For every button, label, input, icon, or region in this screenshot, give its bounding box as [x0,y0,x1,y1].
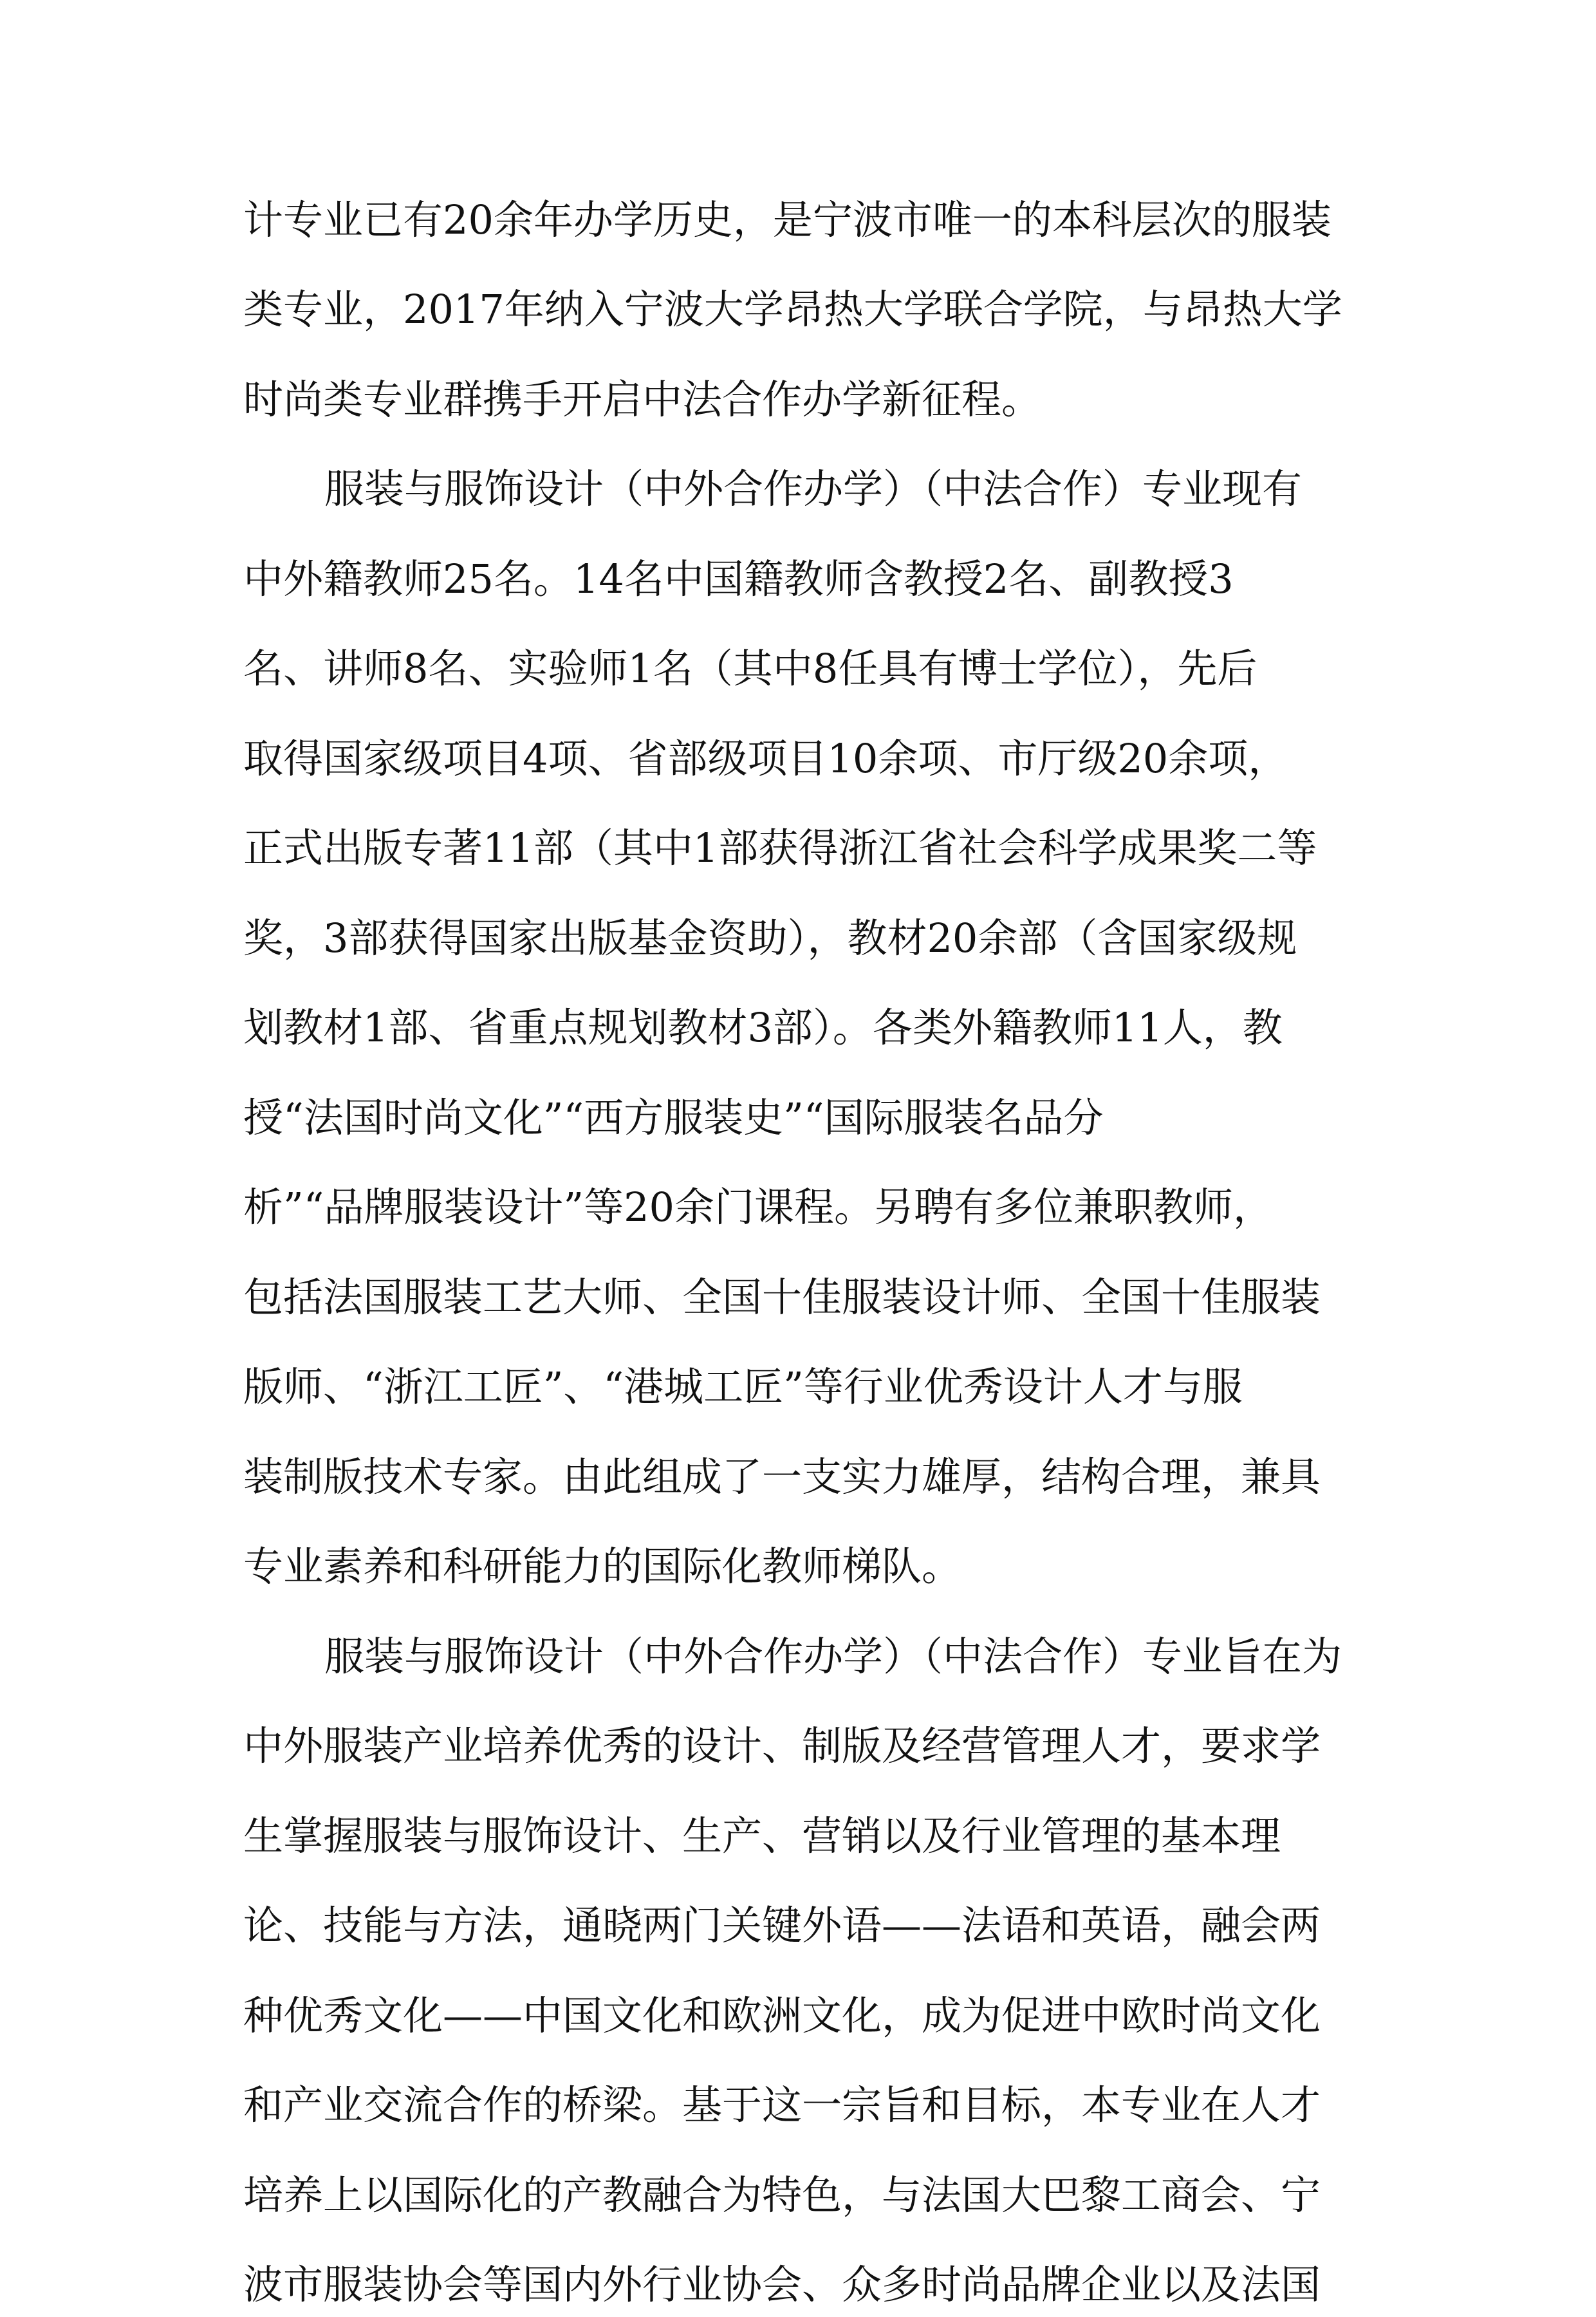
text-line-1: 计专业已有20余年办学历史，是宁波市唯一的本科层次的服装 [243,196,1332,243]
text-line-24: 波市服装协会等国内外行业协会、众多时尚品牌企业以及法国 [243,2261,1321,2308]
text-line-14: 版师、“浙江工匠”、“港城工匠”等行业优秀设计人才与服 [243,1363,1243,1410]
text-line-2: 类专业，2017年纳入宁波大学昂热大学联合学院，与昂热大学 [243,286,1342,333]
text-line-6: 名、讲师8名、实验师1名（其中8任具有博士学位），先后 [243,645,1257,692]
text-line-13: 包括法国服装工艺大师、全国十佳服装设计师、全国十佳服装 [243,1274,1321,1321]
text-line-16: 专业素养和科研能力的国际化教师梯队。 [243,1543,962,1590]
text-line-11: 授“法国时尚文化”“西方服装史”“国际服装名品分 [243,1094,1104,1141]
text-line-8: 正式出版专著11部（其中1部获得浙江省社会科学成果奖二等 [243,824,1317,871]
paragraph-3-line-1: 服装与服饰设计（中外合作办学）（中法合作）专业旨在为 [324,1633,1342,1680]
text-line-9: 奖，3部获得国家出版基金资助），教材20余部（含国家级规 [243,915,1297,962]
text-line-5: 中外籍教师25名。14名中国籍教师含教授2名、副教授3 [243,555,1234,602]
text-line-15: 装制版技术专家。由此组成了一支实力雄厚，结构合理，兼具 [243,1453,1321,1500]
paragraph-2-line-1: 服装与服饰设计（中外合作办学）（中法合作）专业现有 [324,465,1303,512]
text-line-22: 和产业交流合作的桥梁。基于这一宗旨和目标，本专业在人才 [243,2081,1321,2128]
text-line-18: 中外服装产业培养优秀的设计、制版及经营管理人才，要求学 [243,1722,1321,1769]
text-line-23: 培养上以国际化的产教融合为特色，与法国大巴黎工商会、宁 [243,2172,1321,2219]
text-line-3: 时尚类专业群携手开启中法合作办学新征程。 [243,376,1042,423]
text-line-19: 生掌握服装与服饰设计、生产、营销以及行业管理的基本理 [243,1812,1281,1859]
text-line-7: 取得国家级项目4项、省部级项目10余项、市厅级20余项， [243,735,1288,782]
text-line-10: 划教材1部、省重点规划教材3部）。各类外籍教师11人，教 [243,1004,1283,1051]
text-line-12: 析”“品牌服装设计”等20余门课程。另聘有多位兼职教师， [243,1184,1273,1231]
text-line-21: 种优秀文化——中国文化和欧洲文化，成为促进中欧时尚文化 [243,1992,1321,2039]
text-line-20: 论、技能与方法，通晓两门关键外语——法语和英语，融会两 [243,1902,1321,1949]
